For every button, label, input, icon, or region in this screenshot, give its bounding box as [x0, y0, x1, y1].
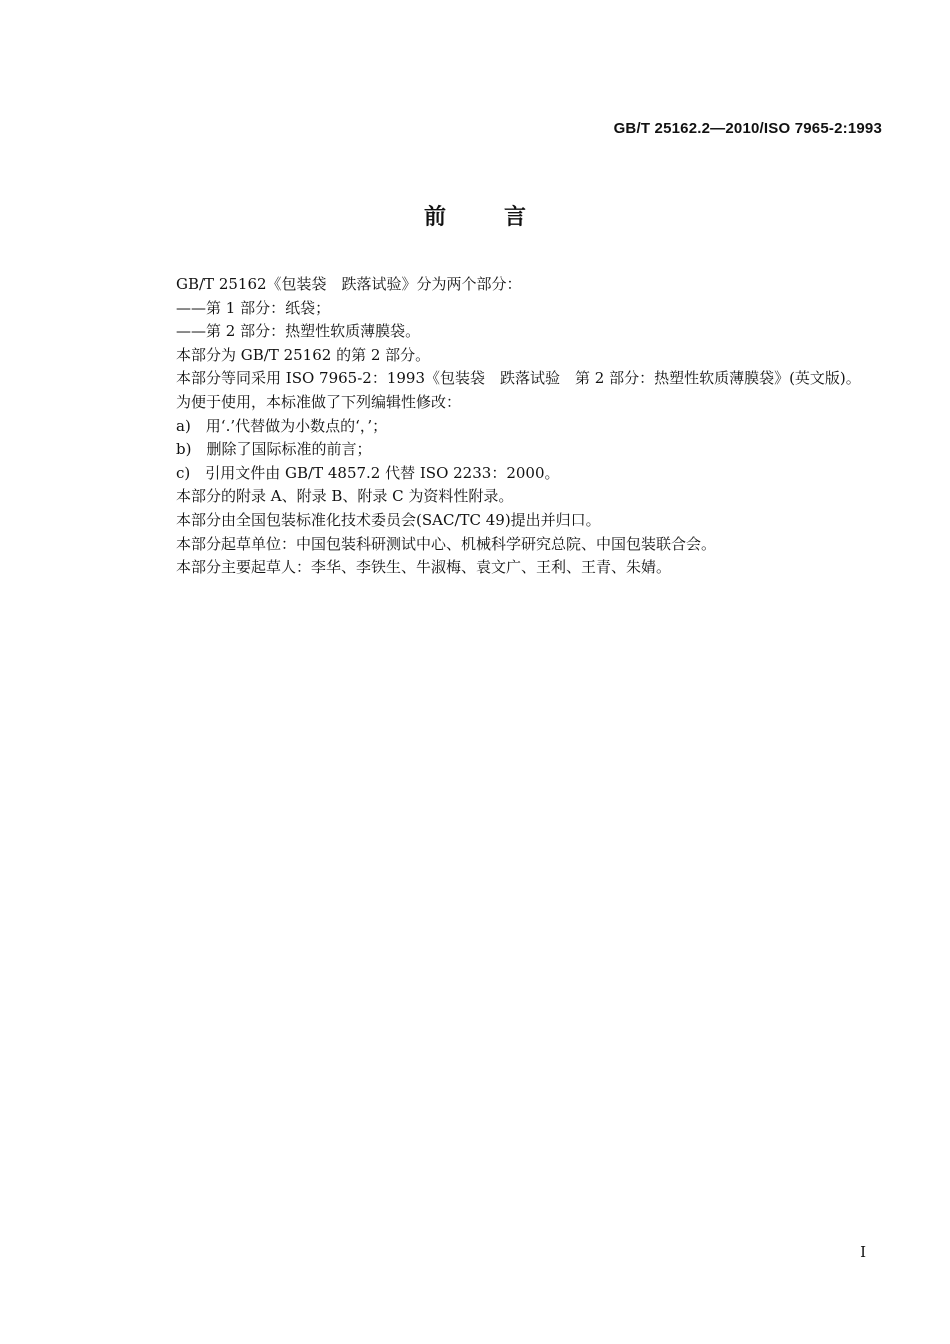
paragraph-line: ——第 1 部分：纸袋； [176, 298, 331, 317]
paragraph-line: ——第 2 部分：热塑性软质薄膜袋。 [176, 322, 421, 341]
page-number: I [860, 1243, 866, 1261]
paragraph-line: 本部分的附录 A、附录 B、附录 C 为资料性附录。 [176, 487, 514, 506]
list-item-b: b) 删除了国际标准的前言； [176, 440, 372, 459]
paragraph-line: GB/T 25162《包装袋 跌落试验》分为两个部分： [176, 275, 522, 293]
paragraph-line: 本部分主要起草人：李华、李铁生、牛淑梅、袁文广、王利、王青、朱婧。 [176, 558, 672, 577]
paragraph-line: 为便于使用，本标准做了下列编辑性修改： [176, 392, 462, 411]
paragraph-line: 本部分起草单位：中国包装科研测试中心、机械科学研究总院、中国包装联合会。 [176, 534, 717, 553]
paragraph-line: 本部分等同采用 ISO 7965-2：1993《包装袋 跌落试验 第 2 部分：热塑性软质薄膜袋》(英文版)。 [176, 369, 861, 388]
foreword-body [176, 273, 896, 580]
list-item-c: c) 引用文件由 GB/T 4857.2 代替 ISO 2233：2000。 [176, 463, 560, 482]
page-title: 前言 [423, 205, 584, 230]
paragraph-line: 本部分由全国包装标准化技术委员会(SAC/TC 49)提出并归口。 [176, 510, 601, 529]
standard-code: GB/T 25162.2—2010/ISO 7965-2:1993 [613, 120, 882, 137]
paragraph-line: 本部分为 GB/T 25162 的第 2 部分。 [176, 345, 431, 364]
list-item-a: a) 用‘.’代替做为小数点的‘，’； [176, 416, 388, 435]
